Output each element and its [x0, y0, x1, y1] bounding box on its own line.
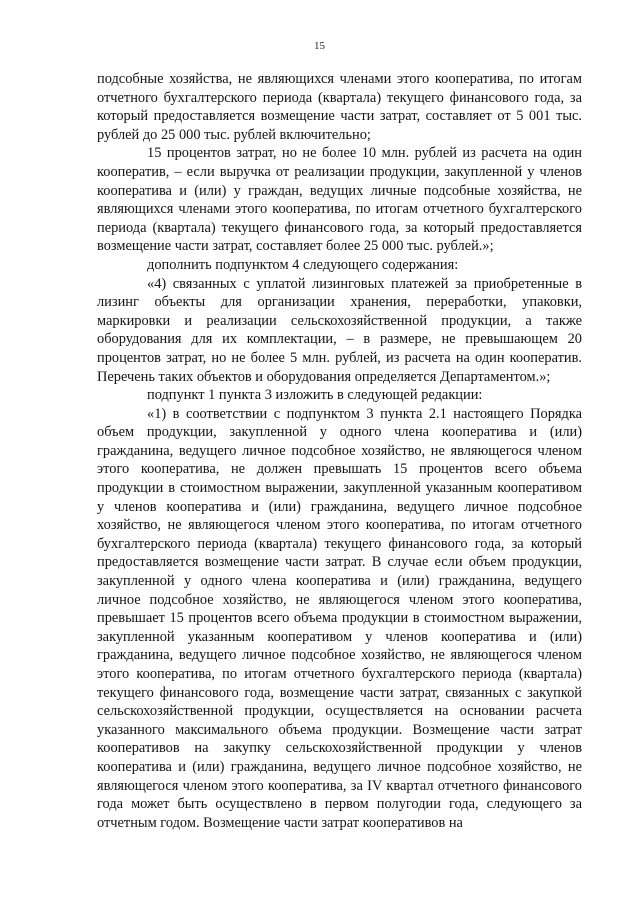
paragraph-subpoint-4-text: «4) связанных с уплатой лизинговых платежей за приобретенные в лизинг объекты для организации хранения, переработки, упаковки, маркировки и реализации сельскохозяйственной продукции, а также оборудования для их комплектации, – в размере, не превышающем 20 процентов затрат, но не более 5 млн. рублей, из расчета на один кооператив. Перечень таких объектов и оборудования определяется Департаментом.»;: [97, 275, 582, 385]
paragraph-15-percent: 15 процентов затрат, но не более 10 млн. рублей из расчета на один кооператив, – если выручка от реализации продукции, закупленной у членов кооператива и (или) у граждан, ведущих личные подсобные хозяйства, не являющихся членами этого кооператива, по итогам отчетного бухгалтерского периода (квартала) текущего финансового года, за который предоставляется возмещение части затрат, составляет более 25 000 тыс. рублей.»;: [97, 145, 582, 255]
paragraph-add-subpoint-4: дополнить подпунктом 4 следующего содержания:: [147, 256, 459, 273]
paragraph-subpoint-1-text: «1) в соответствии с подпунктом 3 пункта 2.1 настоящего Порядка объем продукции, закупленной у одного члена кооператива и (или) гражданина, ведущего личное подсобное хозяйство, не являющегося членом этого кооператива, не должен превышать 15 процентов всего объема продукции в стоимостном выражении, закупленной указанным кооперативом у членов кооператива и (или) гражданина, ведущего личное подсобное хозяйство, не являющегося членом этого кооператива, по итогам отчетного бухгалтерского периода (квартала) текущего финансового года, за который предоставляется возмещение части затрат. В случае если объем продукции, закупленной у одного члена кооператива и (или) гражданина, ведущего личное подсобное хозяйство, не являющегося членом этого кооператива, превышает 15 процентов всего объема продукции в стоимостном выражении, закупленной указанным кооперативом у членов кооператива и (или) гражданина, ведущего личное подсобное хозяйство, не являющегося членом этого кооператива, по итогам отчетного бухгалтерского периода (квартала) текущего финансового года, возмещение части затрат, связанных с закупкой сельскохозяйственной продукции, осуществляется на основании расчета указанного максимального объема продукции. Возмещение части затрат кооперативов на закупку сельскохозяйственной продукции у членов кооператива и (или) гражданина, ведущего личное подсобное хозяйство, не являющегося членом этого кооператива, за IV квартал отчетного финансового года может быть осуществлено в первом полугодии года, следующего за отчетным годом. Возмещение части затрат кооперативов на: [97, 405, 582, 831]
paragraph-subpoint-1-point-3: подпункт 1 пункта 3 изложить в следующей редакции:: [147, 387, 483, 404]
document-body: [97, 70, 582, 832]
paragraph-continuation: подсобные хозяйства, не являющихся членами этого кооператива, по итогам отчетного бухгалтерского периода (квартала) текущего финансового года, за который предоставляется возмещение части затрат, составляет от 5 001 тыс. рублей до 25 000 тыс. рублей включительно;: [97, 71, 582, 143]
page-number: 15: [314, 40, 325, 52]
